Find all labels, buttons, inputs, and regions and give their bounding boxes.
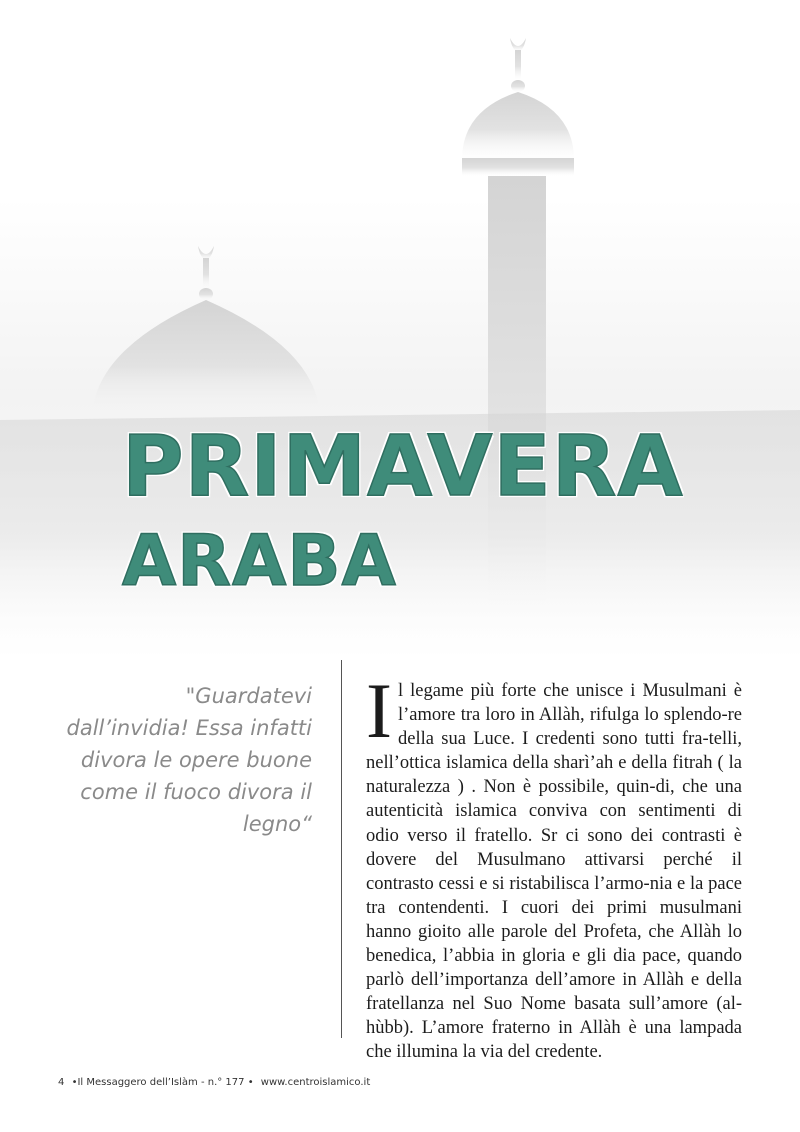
pull-quote: "Guardatevi dall’invidia! Essa infatti divora le opere buone come il fuoco divora il legno“ [66, 684, 312, 836]
page-footer [58, 1077, 374, 1088]
column-divider [341, 660, 342, 1038]
website-link[interactable]: www.centroislamico.it [260, 1077, 371, 1088]
article-body [366, 667, 742, 1065]
title-primavera: PRIMAVERA [122, 417, 684, 515]
publication-name: •Il Messaggero dell’Islàm - n.° 177 • [71, 1077, 254, 1088]
article-text: l legame più forte che unisce i Musulmani è l’amore tra loro in Allàh, rifulga lo splendo-re della sua Luce. I credenti sono tutti fra-telli, nell’ottica islamica della sharì’ah e della fitrah ( la naturalezza ) . Non è possibile, quin-di, che una autenticità islamica conviva con sentimenti di odio verso il fratello. Sr ci sono dei contrasti è dovere del Musulmano attivarsi perché il contrasto cessi e si ristabilisca l’armo-nia e la pace tra contendenti. I cuori dei primi musulmani hanno gioito alle parole del Profeta, che Allàh lo benedica, l’abbia in gloria e gli dia pace, quando parlò dell’importanza dell’amore in Allàh e della fratellanza nel Suo Nome basata sull’amore (al-hùbb). L’amore fraterno in Allàh è una lampada che illumina la via del credente. [366, 681, 742, 1063]
title-araba: ARABA [122, 520, 397, 602]
page-number: 4 [58, 1077, 65, 1088]
drop-cap: I [366, 667, 392, 754]
